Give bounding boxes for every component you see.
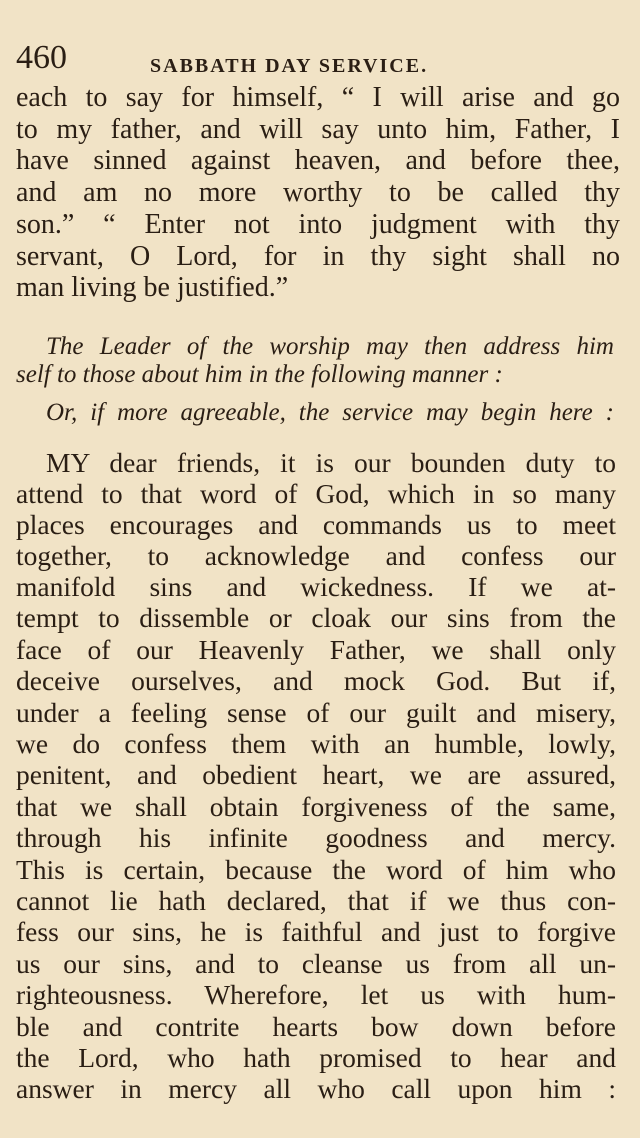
text-line: man living be justified.” (16, 272, 289, 303)
text-line: cannot lie hath declared, that if we thus con- (16, 885, 616, 916)
text-line: through his infinite goodness and mercy. (16, 822, 616, 853)
text-line: MY dear friends, it is our bounden duty to (46, 447, 616, 478)
rubric-line: self to those about him in the following manner : (16, 361, 503, 388)
text-line: together, to acknowledge and confess our (16, 540, 616, 571)
text-line: answer in mercy all who call upon him : (16, 1073, 616, 1104)
text-line: the Lord, who hath promised to hear and (16, 1042, 616, 1073)
text-line: and am no more worthy to be called thy (16, 177, 620, 208)
text-line: us our sins, and to cleanse us from all un- (16, 948, 616, 979)
text-line: to my father, and will say unto him, Father, I (16, 114, 620, 145)
text-line: deceive ourselves, and mock God. But if, (16, 665, 616, 696)
text-line: servant, O Lord, for in thy sight shall no (16, 241, 620, 272)
text-line: have sinned against heaven, and before thee, (16, 145, 620, 176)
rubric-line: Or, if more agreeable, the service may begin here : (46, 399, 614, 426)
text-line: places encourages and commands us to meet (16, 509, 616, 540)
text-line: tempt to dissemble or cloak our sins from the (16, 602, 616, 633)
text-line: manifold sins and wickedness. If we at- (16, 571, 616, 602)
running-head: SABBATH DAY SERVICE. (150, 55, 429, 77)
text-line: righteousness. Wherefore, let us with hum- (16, 979, 616, 1010)
text-line: face of our Heavenly Father, we shall only (16, 634, 616, 665)
text-line: This is certain, because the word of him who (16, 854, 616, 885)
text-line: attend to that word of God, which in so many (16, 478, 616, 509)
text-line: we do confess them with an humble, lowly, (16, 728, 616, 759)
page-number: 460 (16, 39, 67, 76)
text-line: under a feeling sense of our guilt and misery, (16, 697, 616, 728)
text-line: fess our sins, he is faithful and just to forgive (16, 916, 616, 947)
rubric-line: The Leader of the worship may then address him (46, 333, 614, 360)
text-line: son.” “ Enter not into judgment with thy (16, 209, 620, 240)
text-line: penitent, and obedient heart, we are assured, (16, 759, 616, 790)
text-line: each to say for himself, “ I will arise and go (16, 82, 620, 113)
text-line: ble and contrite hearts bow down before (16, 1011, 616, 1042)
text-line: that we shall obtain forgiveness of the same, (16, 791, 616, 822)
